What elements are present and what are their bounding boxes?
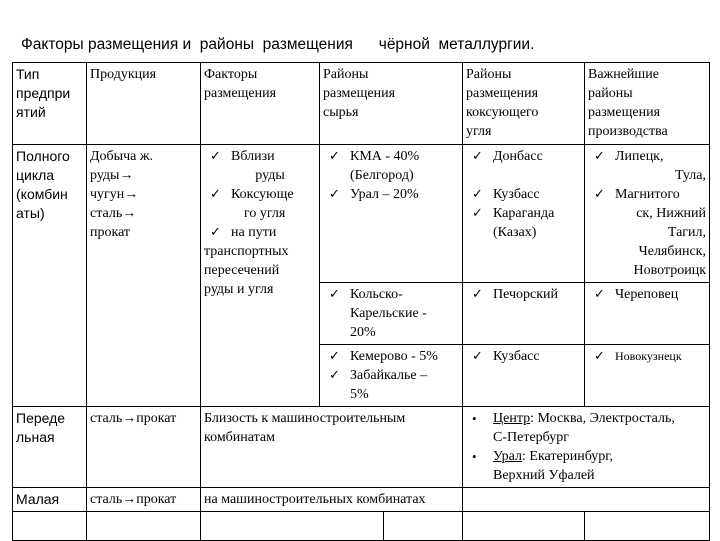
raw-item: [323, 347, 459, 366]
raw-area-c: [320, 345, 463, 407]
type-line: цикла: [16, 167, 55, 183]
factor-text: на пути: [231, 225, 277, 240]
raw-text: Урал – 20%: [350, 187, 419, 202]
coke-item: [466, 185, 581, 204]
check-icon: ✓: [594, 149, 605, 164]
header-type-line: предпри: [16, 85, 71, 101]
raw-text: КМА - 40%: [350, 149, 420, 164]
factor-text: пересечений: [204, 263, 280, 278]
factor-text: Коксующе: [231, 187, 294, 202]
main-text: Липецк,: [615, 149, 664, 164]
main-text: ск, Нижний: [636, 206, 706, 221]
main-text: Череповец: [615, 287, 679, 302]
product-line: сталь→: [90, 206, 137, 221]
factor-text: руды и угля: [204, 282, 274, 297]
type-full-cycle: [13, 145, 87, 407]
main-text: Новотроицк: [633, 263, 706, 278]
main-item: [588, 347, 706, 366]
header-factors-line: Факторы: [204, 67, 258, 82]
factors-small: на машиностроительных комбинатах: [201, 488, 463, 512]
raw-text: 5%: [350, 387, 369, 402]
type-line: льная: [16, 429, 55, 445]
main-item: [588, 285, 706, 304]
factors-full-cycle: [201, 145, 320, 407]
area-label: Центр: [493, 411, 531, 426]
check-icon: ✓: [210, 149, 221, 164]
main-area-c: [585, 345, 710, 407]
bullet-icon: •: [472, 449, 477, 464]
row-small: [13, 488, 710, 512]
metallurgy-table: [12, 62, 710, 541]
main-text: Тагил,: [667, 225, 706, 240]
raw-text: Карельские -: [350, 306, 427, 321]
check-icon: ✓: [594, 187, 605, 202]
blank-cell: [463, 512, 585, 541]
header-main-line: производства: [588, 124, 668, 139]
coke-text: Караганда: [493, 206, 555, 221]
header-row: [13, 63, 710, 145]
main-item: [588, 147, 706, 166]
factor-text: комбинатам: [204, 430, 276, 445]
check-icon: ✓: [472, 287, 483, 302]
raw-text: Забайкалье –: [350, 368, 428, 383]
factor-text: Близость к машиностроительным: [204, 411, 406, 426]
product-line: прокат: [90, 225, 131, 240]
check-icon: ✓: [329, 349, 340, 364]
header-type-line: Тип: [16, 66, 40, 82]
header-raw: [320, 63, 463, 145]
area-text: Верхний Уфалей: [493, 468, 595, 483]
main-area-a: [585, 145, 710, 283]
header-main-line: размещения: [588, 105, 661, 120]
factor-text: Вблизи: [231, 149, 275, 164]
coke-text: Кузбасс: [493, 187, 540, 202]
raw-item: [323, 147, 459, 166]
product-line: Добыча ж.: [90, 149, 154, 164]
row-processing: [13, 407, 710, 488]
header-product: Продукция: [87, 63, 201, 145]
area-text: С-Петербург: [493, 430, 569, 445]
header-raw-line: размещения: [323, 86, 396, 101]
check-icon: ✓: [210, 187, 221, 202]
area-item: [466, 447, 706, 466]
raw-text: 20%: [350, 325, 376, 340]
check-icon: ✓: [329, 187, 340, 202]
raw-area-b: [320, 283, 463, 345]
areas-processing: [463, 407, 710, 488]
type-small: Малая: [13, 488, 87, 512]
areas-small: [463, 488, 710, 512]
coke-area-c: [463, 345, 585, 407]
coke-text: Печорский: [493, 287, 559, 302]
check-icon: ✓: [472, 349, 483, 364]
main-area-b: [585, 283, 710, 345]
factors-processing: [201, 407, 463, 488]
raw-text: Кольско-: [350, 287, 403, 302]
check-icon: ✓: [594, 349, 605, 364]
header-factors-line: размещения: [204, 86, 277, 101]
coke-text: Кузбасс: [493, 349, 540, 364]
type-line: Полного: [16, 148, 70, 164]
product-processing: сталь→прокат: [87, 407, 201, 488]
main-text: Челябинск,: [638, 244, 706, 259]
row-blank: [13, 512, 710, 541]
product-small: сталь→прокат: [87, 488, 201, 512]
blank-cell: [201, 512, 463, 541]
coke-item: [466, 204, 581, 223]
coke-area-a: [463, 145, 585, 283]
type-processing: [13, 407, 87, 488]
header-type: [13, 63, 87, 145]
factor-item: [204, 185, 316, 204]
coke-item: [466, 285, 581, 304]
coke-item: [466, 147, 581, 166]
area-label: Урал: [493, 449, 523, 464]
type-line: (комбин: [16, 186, 68, 202]
bullet-icon: •: [472, 411, 477, 426]
factor-text: руды: [255, 168, 285, 183]
page-title: Факторы размещения и районы размещения чёрной металлургии.: [21, 36, 535, 53]
header-factors: [201, 63, 320, 145]
header-main: [585, 63, 710, 145]
header-raw-line: Районы: [323, 67, 369, 82]
factor-item: [204, 223, 316, 242]
check-icon: ✓: [210, 225, 221, 240]
header-main-line: Важнейшие: [588, 67, 659, 82]
check-icon: ✓: [329, 149, 340, 164]
blank-cell: [585, 512, 710, 541]
check-icon: ✓: [472, 149, 483, 164]
coke-text: Донбасс: [493, 149, 543, 164]
area-item: [466, 409, 706, 428]
check-icon: ✓: [472, 187, 483, 202]
coke-area-b: [463, 283, 585, 345]
header-raw-line: сырья: [323, 105, 359, 120]
raw-area-a: [320, 145, 463, 283]
header-coke-line: коксующего: [466, 105, 539, 120]
header-coke-line: размещения: [466, 86, 539, 101]
raw-item: [323, 366, 459, 385]
factor-text: транспортных: [204, 244, 289, 259]
header-coke-line: угля: [466, 124, 492, 139]
row-full-cycle: [13, 145, 710, 283]
main-text: Новокузнецк: [615, 349, 682, 363]
type-line: Переде: [16, 410, 66, 426]
raw-text: Кемерово - 5%: [350, 349, 438, 364]
factor-text: го угля: [244, 206, 286, 221]
check-icon: ✓: [594, 287, 605, 302]
product-full-cycle: [87, 145, 201, 407]
header-coke: [463, 63, 585, 145]
main-text: Магнитого: [615, 187, 680, 202]
blank-cell: [13, 512, 87, 541]
factor-item: [204, 147, 316, 166]
area-text: : Екатеринбург,: [522, 449, 613, 464]
product-line: чугун→: [90, 187, 139, 202]
header-type-line: ятий: [16, 104, 46, 120]
header-coke-line: Районы: [466, 67, 512, 82]
check-icon: ✓: [472, 206, 483, 221]
check-icon: ✓: [329, 287, 340, 302]
main-item: [588, 185, 706, 204]
type-line: аты): [16, 205, 45, 221]
raw-item: [323, 285, 459, 304]
coke-text: (Казах): [493, 225, 537, 240]
header-main-line: районы: [588, 86, 633, 101]
coke-item: [466, 347, 581, 366]
raw-item: [323, 185, 459, 204]
check-icon: ✓: [329, 368, 340, 383]
product-line: руды→: [90, 168, 134, 183]
main-text: Тула,: [675, 168, 706, 183]
blank-cell: [87, 512, 201, 541]
raw-text: (Белгород): [350, 168, 414, 183]
area-text: : Москва, Электросталь,: [530, 411, 675, 426]
